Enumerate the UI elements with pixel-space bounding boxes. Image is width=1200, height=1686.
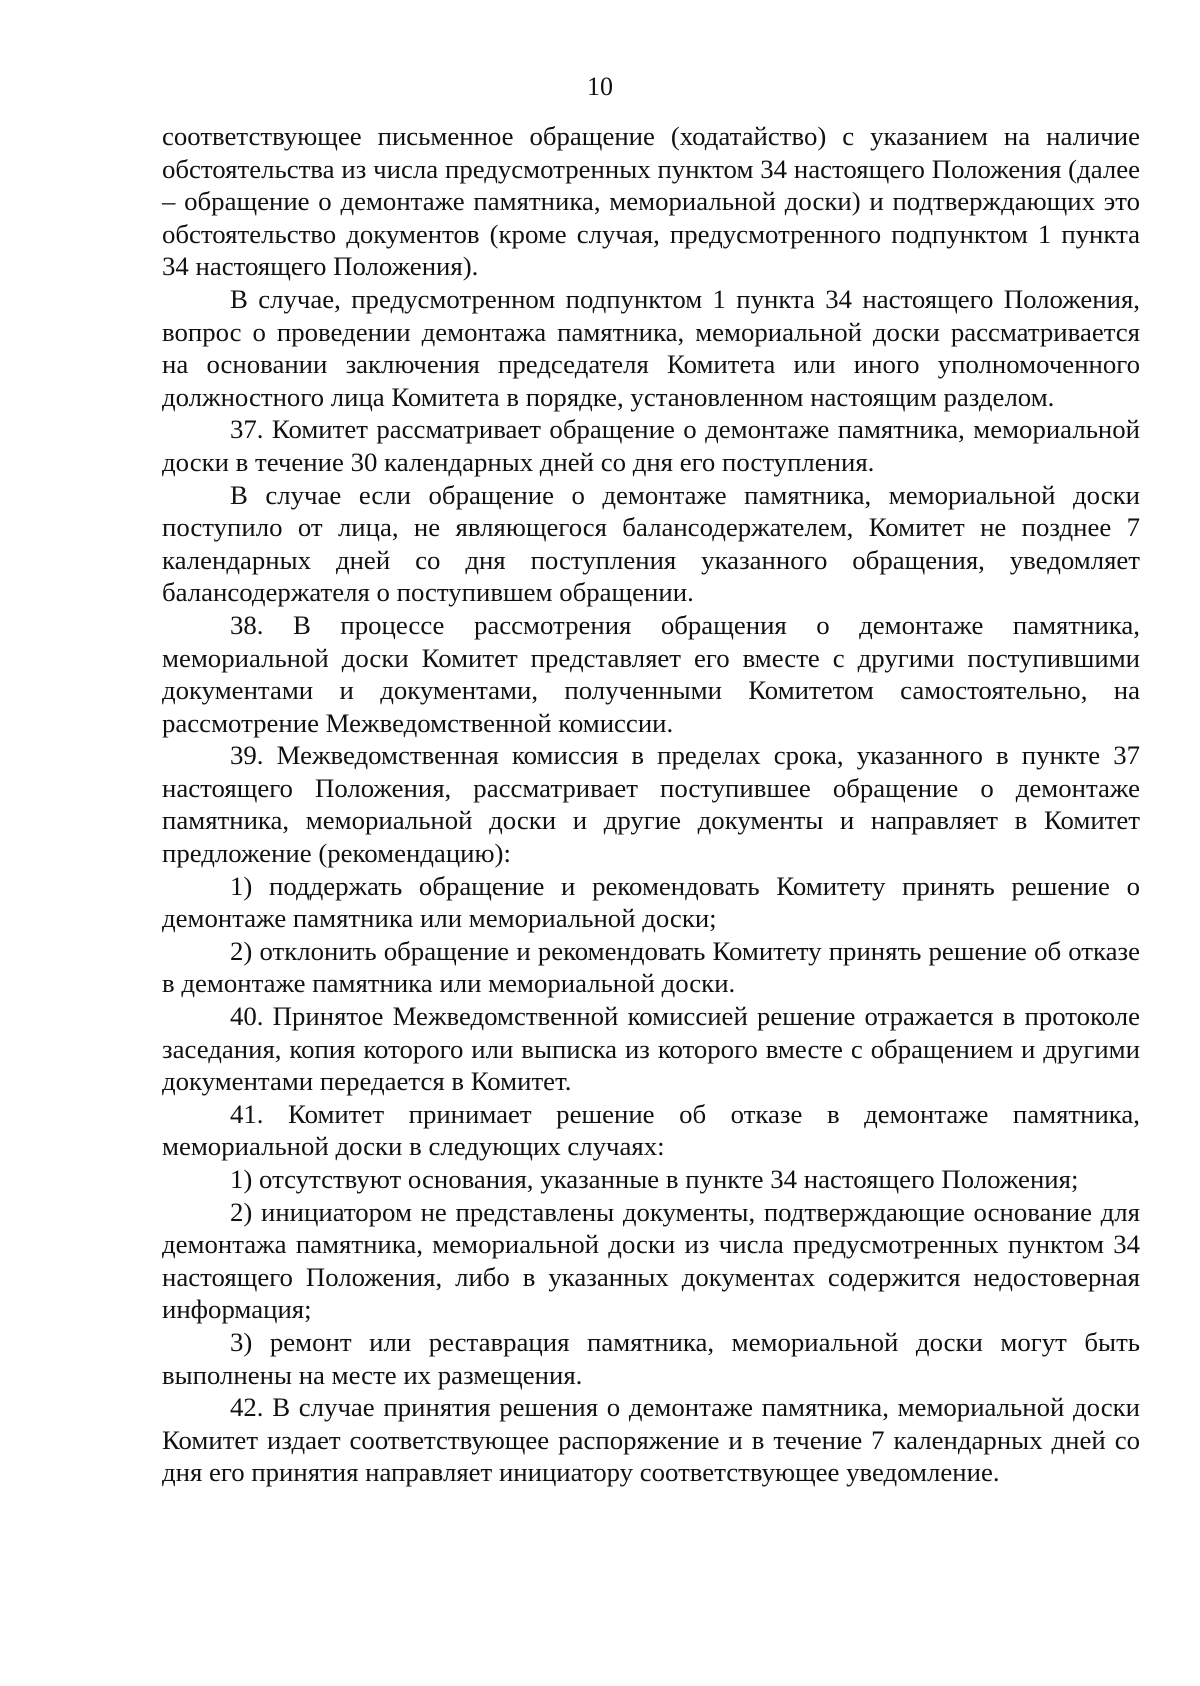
paragraph-39-item-1: 1) поддержать обращение и рекомендовать Комитету принять решение о демонтаже памятника или мемориальной доски; — [162, 870, 1140, 934]
paragraph-41: 41. Комитет принимает решение об отказе в демонтаже памятника, мемориальной доски в следующих случаях: — [162, 1098, 1140, 1162]
paragraph-case-subpoint-1: В случае, предусмотренном подпунктом 1 пункта 34 настоящего Положения, вопрос о проведении демонтажа памятника, мемориальной доски рассматривается на основании заключения председателя Комитета или иного уполномоченного должностного лица Комитета в порядке, установленном настоящим разделом. — [162, 283, 1140, 412]
paragraph-41-item-3: 3) ремонт или реставрация памятника, мемориальной доски могут быть выполнены на месте их размещения. — [162, 1326, 1140, 1390]
paragraph-40: 40. Принятое Межведомственной комиссией решение отражается в протоколе заседания, копия которого или выписка из которого вместе с обращением и другими документами передается в Комитет. — [162, 1001, 1140, 1097]
paragraph-41-item-1: 1) отсутствуют основания, указанные в пункте 34 настоящего Положения; — [230, 1164, 1079, 1194]
paragraph-42: 42. В случае принятия решения о демонтаже памятника, мемориальной доски Комитет издает соответствующее распоряжение и в течение 7 календарных дней со дня его принятия направляет инициатору соответствующее уведомление. — [162, 1392, 1140, 1488]
paragraph-39-item-2: 2) отклонить обращение и рекомендовать Комитету принять решение об отказе в демонтаже памятника или мемориальной доски. — [162, 935, 1140, 999]
paragraph-39: 39. Межведомственная комиссия в пределах срока, указанного в пункте 37 настоящего Положения, рассматривает поступившее обращение о демонтаже памятника, мемориальной доски и другие документы и направляет в Комитет предложение (рекомендацию): — [162, 740, 1140, 869]
paragraph-41-item-2: 2) инициатором не представлены документы, подтверждающие основание для демонтажа памятника, мемориальной доски из числа предусмотренных пунктом 34 настоящего Положения, либо в указанных документах содержится недостоверная информация; — [162, 1196, 1140, 1325]
document-body — [162, 120, 1140, 1489]
paragraph-continuation: соответствующее письменное обращение (ходатайство) с указанием на наличие обстоятельства из числа предусмотренных пунктом 34 настоящего Положения (далее – обращение о демонтаже памятника, мемориальной доски) и подтверждающих это обстоятельство документов (кроме случая, предусмотренного подпунктом 1 пункта 34 настоящего Положения). — [162, 121, 1140, 282]
paragraph-37: 37. Комитет рассматривает обращение о демонтаже памятника, мемориальной доски в течение 30 календарных дней со дня его поступления. — [162, 414, 1140, 477]
paragraph-37-notice: В случае если обращение о демонтаже памятника, мемориальной доски поступило от лица, не являющегося балансодержателем, Комитет не позднее 7 календарных дней со дня поступления указанного обращения, уведомляет балансодержателя о поступившем обращении. — [162, 479, 1140, 608]
page-number: 10 — [587, 72, 613, 101]
paragraph-38: 38. В процессе рассмотрения обращения о демонтаже памятника, мемориальной доски Комитет представляет его вместе с другими поступившими документами и документами, полученными Комитетом самостоятельно, на рассмотрение Межведомственной комиссии. — [162, 609, 1140, 738]
